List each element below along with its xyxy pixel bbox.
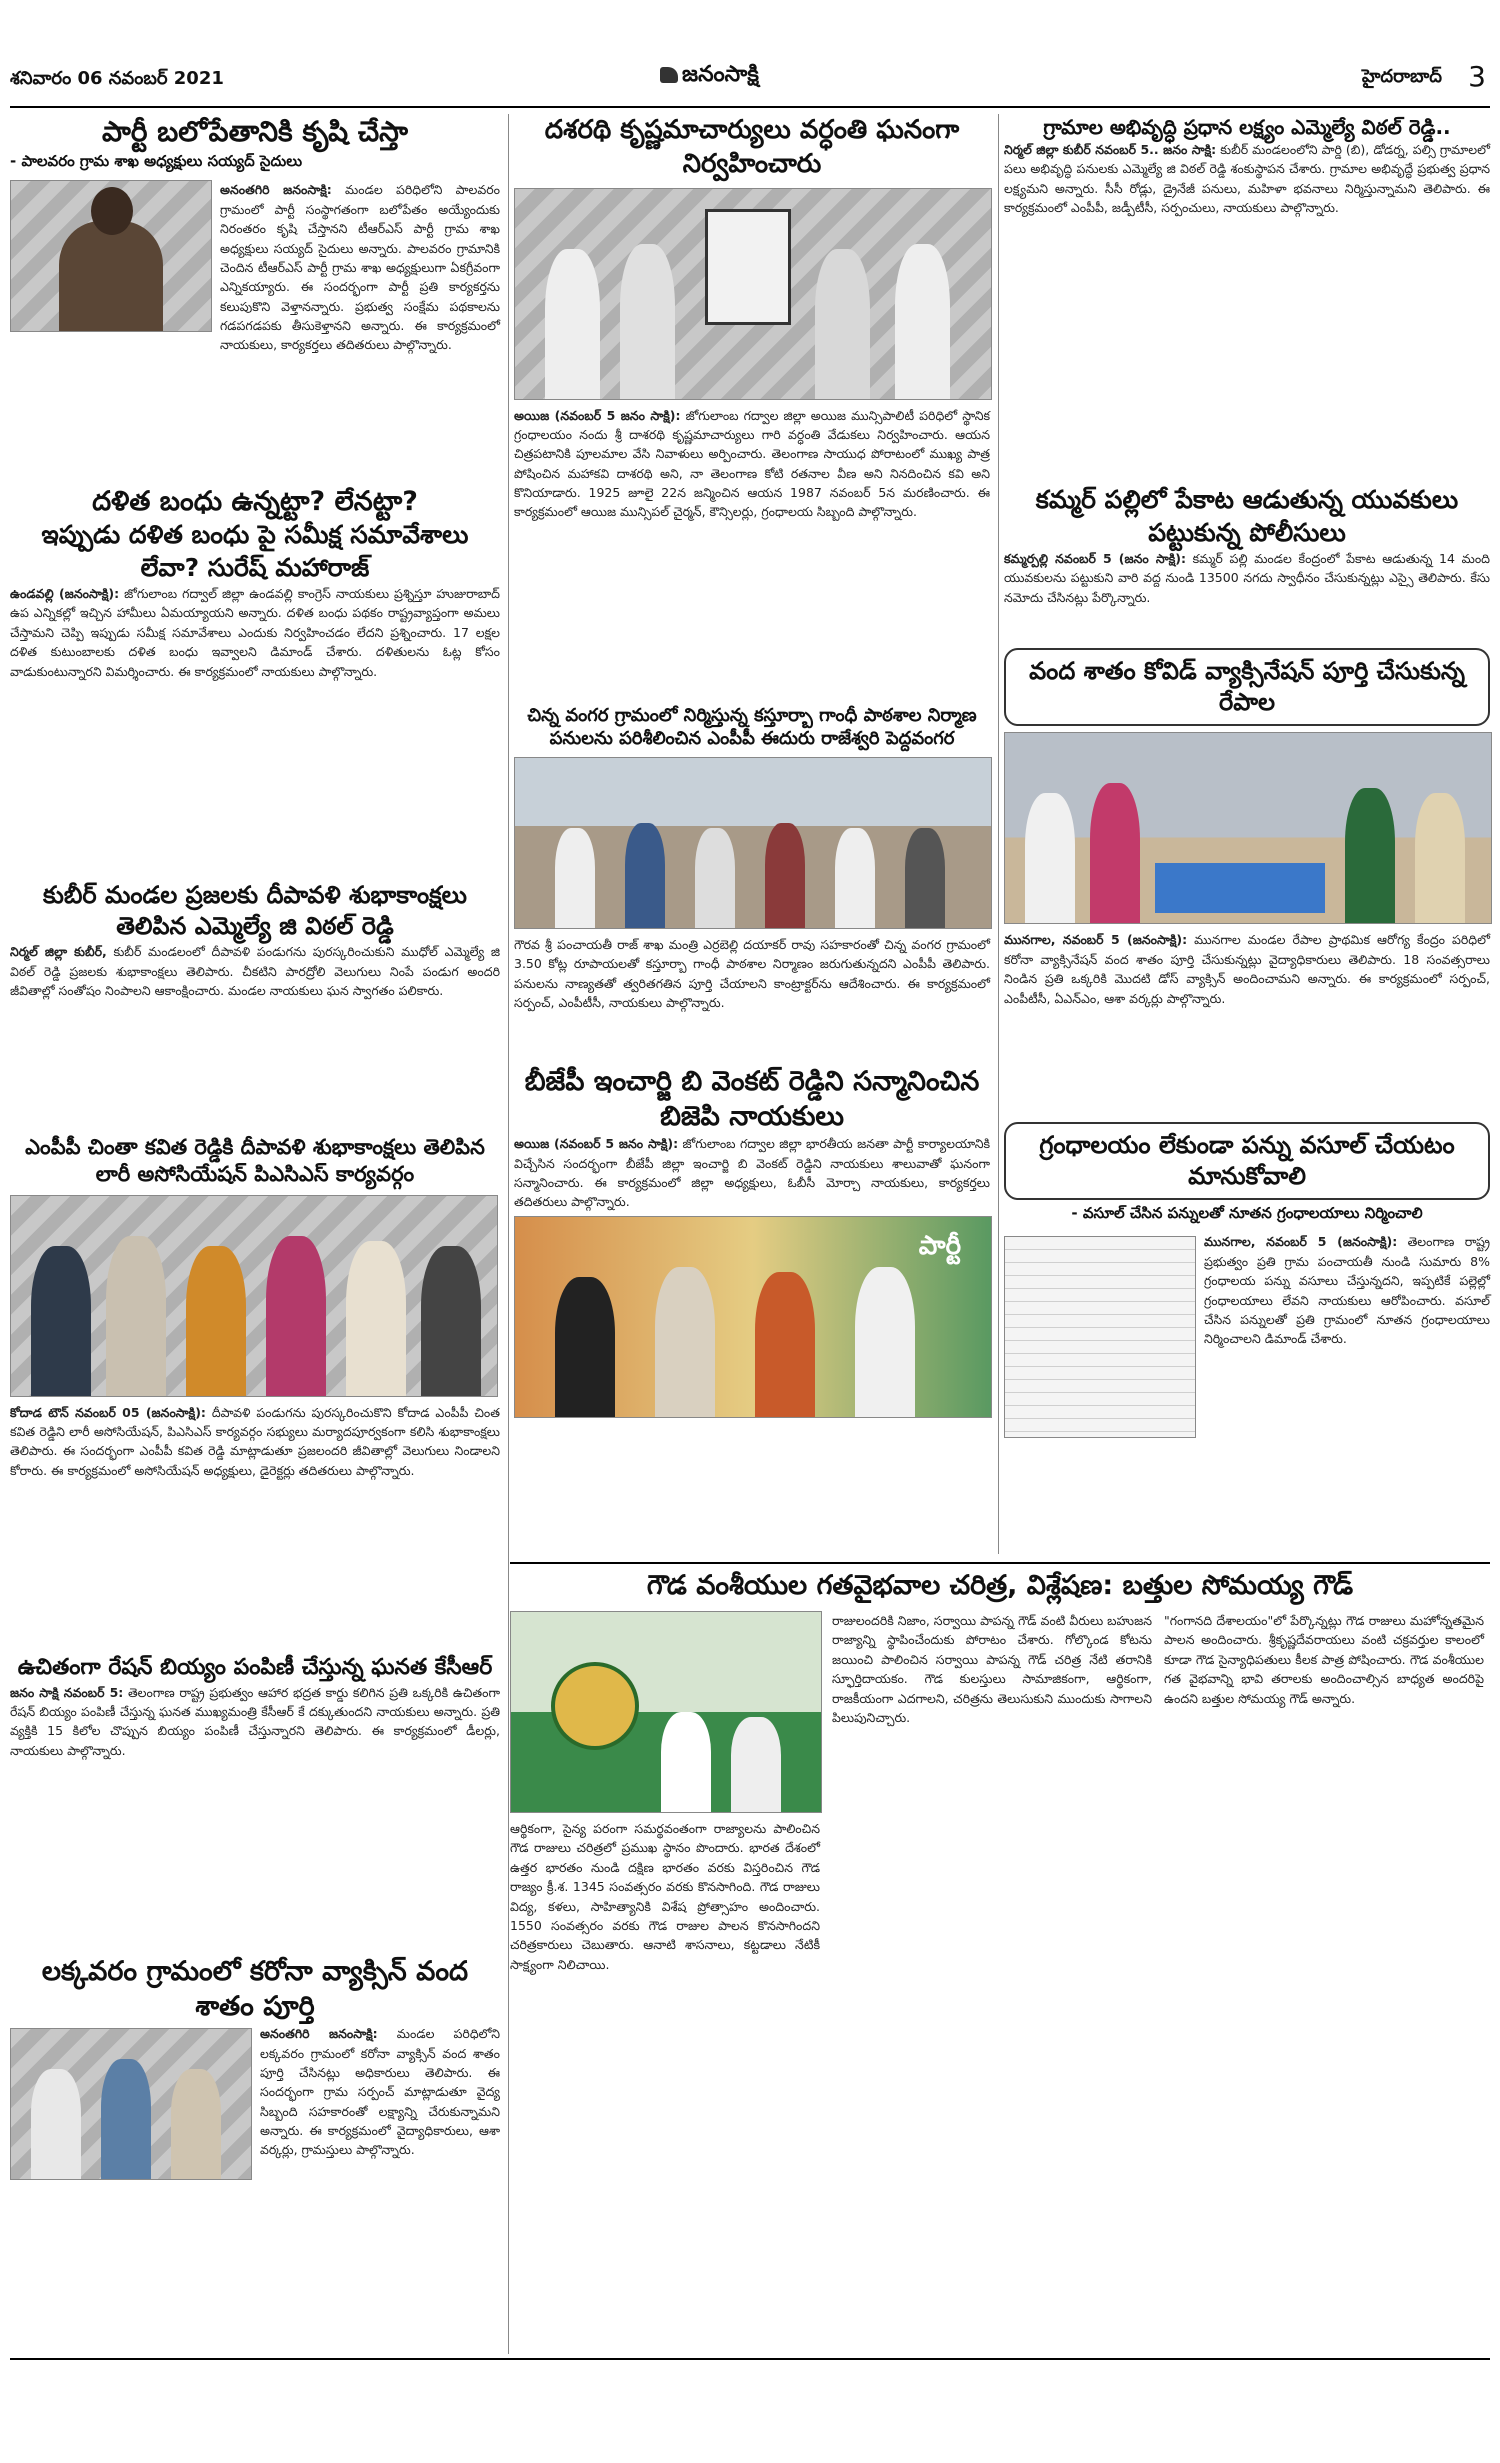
article-mpp-kavitha [10, 1134, 500, 1654]
article-bjp-venkat-reddy [514, 1064, 990, 1544]
portrait-frame [705, 209, 791, 325]
headline: గ్రామాల అభివృద్ధి ప్రధాన లక్ష్యం ఎమ్మెల్యే విఠల్ రెడ్డి.. [1043, 115, 1451, 139]
vaccination-photo [10, 2028, 252, 2180]
banner-text: పార్టీ [918, 1230, 961, 1261]
body-text: కుబీర్ మండలంలో దీపావళి పండుగను పురస్కరించుకుని ముధోల్ ఎమ్మెల్యే జి విఠల్ రెడ్డి ప్రజలకు శుభాకాంక్షలు తెలిపారు. చీకటిని పారద్రోలి వెలుగులు నింపే పండుగ అందరి జీవితాల్లో సంతోషం నింపాలని ఆకాంక్షించారు. మండల నాయకులు ఘన స్వాగతం పలికారు. [10, 944, 501, 999]
column-left [10, 114, 500, 2354]
body-text: కుబీర్ మండలంలోని పార్డి (బి), డోడర్న, పల్సి గ్రామాలలో పలు అభివృద్ధి పనులకు ఎమ్మెల్యే జి విఠల్ రెడ్డి శంకుస్థాపన చేశారు. గ్రామాల అభివృద్ధే ప్రభుత్వ ప్రధాన లక్ష్యమని అన్నారు. సీసీ రోడ్లు, డ్రైనేజీ పనులు, మహిళా భవనాలు నిర్మిస్తున్నామని తెలిపారు. ఈ కార్యక్రమంలో ఎంపీపీ, జడ్పీటీసీ, సర్పంచులు, నాయకులు పాల్గొన్నారు. [1004, 142, 1490, 216]
article-dasharathi [514, 114, 990, 704]
headline: గౌడ వంశీయుల గతవైభవాల చరిత్ర, విశ్లేషణ: బత్తుల సోమయ్య గౌడ్ [646, 1570, 1354, 1601]
article-body [10, 1683, 500, 1761]
masthead [10, 60, 1490, 106]
body-text: తెలంగాణ రాష్ట్ర ప్రభుత్వం ప్రతి గ్రామ పంచాయతీ నుండి సుమారు 8% గ్రంధాలయ పన్ను వసూలు చేస్తున్నదని, ఇప్పటికే పల్లెల్లో గ్రంధాలయాలు లేవని నాయకులు ఆరోపించారు. వసూల్ చేసిన పన్నులతో ప్రతి గ్రామంలో నూతన గ్రంధాలయాలు నిర్మించాలని డిమాండ్ చేశారు. [1204, 1234, 1490, 1347]
dateline: అనంతగిరి జనంసాక్షి: [260, 2026, 378, 2042]
body-text: జోగులాంబ గద్వాల జిల్లా భారతీయ జనతా పార్టీ కార్యాలయానికి విచ్చేసిన సందర్భంగా బీజేపీ జిల్లా ఇంచార్జి బి వెంకట్ రెడ్డిని నాయకులు శాలువాతో ఘనంగా సన్మానించారు. ఈ కార్యక్రమంలో జిల్లా అధ్యక్షులు, ఓబీసీ మోర్చా నాయకులు, కార్యకర్తలు తదితరులు పాల్గొన్నారు. [514, 1136, 990, 1210]
wide-column-3 [1164, 1611, 1484, 1974]
dateline: కమ్మర్పల్లి నవంబర్ 5 (జనం సాక్షి): [1004, 551, 1186, 566]
construction-site-photo [514, 757, 992, 929]
body-text: రాజులందరికి నిజాం, సర్వాయి పాపన్న గౌడ్ వంటి వీరులు బహుజన రాజ్యాన్ని స్థాపించేందుకు పోరాటం చేశారు. గోల్కొండ కోటను జయించి పాలించిన సర్వాయి పాపన్న గౌడ్ చరిత్ర నేటి తరానికి స్ఫూర్తిదాయకం. గౌడ కులస్తులు సామాజికంగా, ఆర్థికంగా, రాజకీయంగా ఎదగాలని, చరిత్రను తెలుసుకుని ముందుకు సాగాలని పిలుపునిచ్చారు. [832, 1613, 1152, 1725]
dateline: అయిజ (నవంబర్ 5 జనం సాక్షి): [514, 1136, 679, 1152]
wide-column-1 [510, 1611, 820, 1974]
article-kasturba-school [514, 704, 990, 1064]
column-right [1004, 114, 1490, 1554]
body-text: జోగులాంబ గద్వాల్ జిల్లా ఉండవల్లి కాంగ్రెస్ నాయకులు ప్రశ్నిస్తూ హుజురాబాద్ ఉప ఎన్నికల్లో ఇచ్చిన హామీలు ఏమయ్యాయని అన్నారు. దళిత బంధు పథకం రాష్ట్రవ్యాప్తంగా అమలు చేస్తామని చెప్పి ఇప్పుడు సమీక్ష సమావేశాలు ఎందుకు నిర్వహించడం లేదని ప్రశ్నించారు. 17 లక్షల దళిత కుటుంబాలకు దళిత బంధు ఇవ్వాలని డిమాండ్ చేశారు. దళితులను ఓట్ల కోసం వాడుకుంటున్నారని విమర్శించారు. ఈ కార్యక్రమంలో నాయకులు పాల్గొన్నారు. [10, 586, 501, 679]
article-body [10, 584, 500, 681]
dateline: ఉండవల్లి (జనంసాక్షి): [10, 586, 120, 602]
article-body [1004, 930, 1490, 1008]
article-lakkavaram-vaccine [10, 1954, 500, 2344]
column-divider [998, 114, 999, 1554]
felicitation-photo [514, 1216, 992, 1418]
newspaper-logo-icon [660, 67, 678, 83]
article-kubeer-diwali [10, 880, 500, 1134]
article-body [1004, 549, 1490, 607]
article-body [10, 1403, 500, 1481]
newspaper-name: జనంసాక్షి [682, 62, 759, 87]
article-library-tax [1004, 1122, 1490, 1552]
article-gouda-history [510, 1562, 1490, 2362]
article-body [514, 935, 990, 1013]
body-text: తెలంగాణ రాష్ట్ర ప్రభుత్వం ఆహార భద్రత కార్డు కలిగిన ప్రతి ఒక్కరికి ఉచితంగా రేషన్ బియ్యం పంపిణీ చేస్తున్న ఘనత ముఖ్యమంత్రి కేసీఆర్ కే దక్కుతుందని నాయకులు అన్నారు. ప్రతి వ్యక్తికి 15 కిలోల చొప్పున బియ్యం పంపిణీ చేస్తున్నారని తెలిపారు. ఈ కార్యక్రమంలో డీలర్లు, నాయకులు పాల్గొన్నారు. [10, 1684, 500, 1758]
dateline: జనం సాక్షి నవంబర్ 5: [10, 1684, 124, 1700]
body-text: మండల పరిధిలోని పాలవరం గ్రామంలో పార్టీ సంస్థాగతంగా బలోపేతం అయ్యేందుకు నిరంతరం కృషి చేస్తానని టీఆర్ఎస్ పార్టీ గ్రామ శాఖ అధ్యక్షులు సయ్యద్ సైదులు అన్నారు. పాలవరం గ్రామానికి చెందిన టీఆర్ఎస్ పార్టీ గ్రామ శాఖ అధ్యక్షులుగా ఏకగ్రీవంగా ఎన్నికయ్యారు. ఈ సందర్భంగా పార్టీ ప్రతి కార్యకర్తను కలుపుకొని వెళ్తానన్నారు. ప్రభుత్వ సంక్షేమ పథకాలను గడపగడపకు తీసుకెళ్తానని అన్నారు. ఈ కార్యక్రమంలో నాయకులు, కార్యకర్తలు తదితరులు పాల్గొన్నారు. [220, 182, 500, 353]
tribute-photo [514, 188, 992, 400]
column-divider [508, 114, 509, 2354]
body-text: జోగులాంబ గద్వాల జిల్లా అయిజ మున్సిపాలిటీ పరిధిలో స్థానిక గ్రంధాలయం నందు శ్రీ దాశరథి కృష్ణమాచార్యులు గారి వర్ధంతి వేడుకలు నిర్వహించారు. ఆయన చిత్రపటానికి పూలమాల వేసి నివాళులు అర్పించారు. తెలంగాణ సాయుధ పోరాటంలో ముఖ్య పాత్ర పోషించిన మహాకవి దాశరథి అని, నా తెలంగాణ కోటి రతనాల వీణ అని నినదించిన కవి అని కొనియాడారు. 1925 జూలై 22న జన్మించిన ఆయన 1987 నవంబర్ 5న మరణించారు. ఈ కార్యక్రమంలో ఆయిజ మున్సిపల్ చైర్మన్, కౌన్సిలర్లు, గ్రంధాలయ సిబ్బంది పాల్గొన్నారు. [514, 407, 990, 520]
column-middle [514, 114, 990, 1554]
article-party-strengthen [10, 114, 500, 484]
dateline: మునగాల, నవంబర్ 5 (జనంసాక్షి): [1004, 932, 1188, 948]
portrait-photo [10, 180, 212, 332]
body-text: మండల పరిధిలోని లక్కవరం గ్రామంలో కరోనా వ్యాక్సిన్ వంద శాతం పూర్తి చేసినట్లు అధికారులు తెలిపారు. ఈ సందర్భంగా గ్రామ సర్పంచ్ మాట్లాడుతూ వైద్య సిబ్బంది సహకారంతో లక్ష్యాన్ని చేరుకున్నామని అన్నారు. ఈ కార్యక్రమంలో వైద్యాధికారులు, ఆశా వర్కర్లు, గ్రామస్తులు పాల్గొన్నారు. [260, 2026, 500, 2158]
headline: పార్టీ బలోపేతానికి కృషి చేస్తా [101, 115, 409, 148]
body-text: "గంగానది దేశాలయం"లో పేర్కొన్నట్లు గౌడ రాజులు మహోన్నతమైన పాలన అందించారు. శ్రీకృష్ణదేవరాయలు వంటి చక్రవర్తుల కాలంలో కూడా గౌడ సైన్యాధిపతులు కీలక పాత్ర పోషించారు. గౌడ వంశీయుల గత వైభవాన్ని భావి తరాలకు అందించాల్సిన బాధ్యత అందరిపై ఉందని బత్తుల సోమయ్య గౌడ్ అన్నారు. [1164, 1613, 1484, 1706]
emblem-banner [551, 1662, 639, 1750]
wide-column-2 [832, 1611, 1152, 1974]
headline: ఎంపీపీ చింతా కవిత రెడ్డికి దీపావళి శుభాకాంక్షలు తెలిపిన లారీ అసోసియేషన్ పిఎసిఎస్ కార్యవర్గం [25, 1135, 485, 1187]
headline: దళిత బంధు ఉన్నట్టా? లేనట్టా? [92, 486, 418, 517]
headline: వంద శాతం కోవిడ్ వ్యాక్సినేషన్ పూర్తి చేసుకున్న రేపాల [1029, 657, 1465, 717]
body-text: కమ్మర్ పల్లి మండల కేంద్రంలో పేకాట ఆడుతున్న 14 మంది యువకులను పట్టుకుని వారి వద్ద నుండి 13500 నగదు స్వాధీనం చేసుకున్నట్లు ఎస్సై తెలిపారు. కేసు నమోదు చేసినట్లు పేర్కొన్నారు. [1004, 551, 1490, 605]
headline: దశరథి కృష్ణమాచార్యులు వర్ధంతి ఘనంగా నిర్వహించారు [544, 115, 960, 179]
dateline: మునగాల, నవంబర్ 5 (జనంసాక్షి): [1204, 1234, 1398, 1250]
masthead-rule [10, 106, 1490, 108]
tax-receipt-photo [1004, 1236, 1196, 1438]
article-village-development [1004, 114, 1490, 484]
article-ration-rice [10, 1654, 500, 1954]
dateline: నిర్మల్ జిల్లా కుబీర్, [10, 944, 107, 960]
article-dalit-bandhu [10, 484, 500, 880]
subheadline: - వసూల్ చేసిన పన్నులతో నూతన గ్రంధాలయాలు నిర్మించాలి [1071, 1204, 1423, 1223]
dateline: అనంతగిరి జనంసాక్షి: [220, 182, 332, 198]
article-body [1004, 140, 1490, 218]
newspaper-logo [660, 62, 759, 92]
headline: గ్రంధాలయం లేకుండా పన్ను వసూల్ చేయటం మానుకోవాలి [1039, 1131, 1455, 1191]
dateline: అయిజ (నవంబర్ 5 జనం సాక్షి): [514, 407, 681, 423]
body-text: ఆర్థికంగా, సైన్య పరంగా సమర్థవంతంగా రాజ్యాలను పాలించిన గౌడ రాజులు చరిత్రలో ప్రముఖ స్థానం పొందారు. భారత దేశంలో ఉత్తర భారతం నుండి దక్షిణ భారతం వరకు విస్తరించిన గౌడ రాజ్యం క్రీ.శ. 1345 సంవత్సరం వరకు కొనసాగింది. గౌడ రాజులు విద్య, కళలు, సాహిత్యానికి విశేష ప్రోత్సాహం అందించారు. 1550 సంవత్సరం వరకు గౌడ రాజుల పాలన కొనసాగిందని చరిత్రకారులు చెబుతారు. ఆనాటి శాసనాలు, కట్టడాలు నేటికీ సాక్ష్యంగా నిలిచాయి. [510, 1821, 820, 1972]
headline: ఉచితంగా రేషన్ బియ్యం పంపిణీ చేస్తున్న ఘనత కేసీఆర్ [17, 1655, 493, 1680]
headline-secondary: ఇప్పుడు దళిత బంధు పై సమీక్ష సమావేశాలు లేవా? సురేష్ మహారాజ్ [41, 520, 469, 582]
page-bottom-rule [10, 2358, 1490, 2360]
issue-date: శనివారం 06 నవంబర్ 2021 [10, 68, 224, 89]
dateline: నిర్మల్ జిల్లా కుబీర్ నవంబర్ 5.. జనం సాక్షి: [1004, 142, 1217, 157]
headline: చిన్న వంగర గ్రామంలో నిర్మిస్తున్న కస్తూర్బా గాంధీ పాఠశాల నిర్మాణ పనులను పరిశీలించిన ఎంపీపీ ఈదురు రాజేశ్వరి పెద్దవంగర [527, 705, 977, 750]
headline: లక్కవరం గ్రామంలో కరోనా వ్యాక్సిన్ వంద శాతం పూర్తి [41, 1956, 469, 2023]
subheadline: - పాలవరం గ్రామ శాఖ అధ్యక్షులు సయ్యద్ సైదులు [10, 152, 303, 171]
dateline: కోదాడ టౌన్ నవంబర్ 05 (జనంసాక్షి): [10, 1404, 206, 1420]
page-number: 3 [1468, 60, 1486, 93]
group-photo [10, 1195, 498, 1397]
body-text: దీపావళి పండుగను పురస్కరించుకొని కోదాడ ఎంపీపీ చింత కవిత రెడ్డిని లారీ అసోసియేషన్, పిఎసిఎస్ కార్యవర్గం సభ్యులు మర్యాదపూర్వకంగా కలిసి శుభాకాంక్షలు తెలిపారు. ఈ సందర్భంగా ఎంపీపీ కవిత రెడ్డి మాట్లాడుతూ ప్రజలందరి జీవితాల్లో వెలుగులు నిండాలని కోరారు. ఈ కార్యక్రమంలో అసోసియేషన్ అధ్యక్షులు, డైరెక్టర్లు తదితరులు పాల్గొన్నారు. [10, 1404, 500, 1478]
article-body [514, 1134, 990, 1212]
cake-table [1155, 863, 1325, 913]
article-kammarpally-police [1004, 484, 1490, 644]
article-body [514, 406, 990, 522]
edition-city: హైదరాబాద్ [1361, 66, 1442, 87]
vaccination-camp-photo [1004, 732, 1492, 924]
event-stage-photo [510, 1611, 822, 1813]
headline-box [1004, 648, 1490, 726]
body-text: మునగాల మండల రేపాల ప్రాథమిక ఆరోగ్య కేంద్రం పరిధిలో కరోనా వ్యాక్సినేషన్ వంద శాతం పూర్తి చేసుకున్నట్లు వైద్యాధికారులు తెలిపారు. 18 సంవత్సరాలు నిండిన ప్రతి ఒక్కరికి మొదటి డోస్ వ్యాక్సిన్ అందించామని అన్నారు. ఈ కార్యక్రమంలో సర్పంచ్, ఎంపీటీసీ, ఏఎన్ఎం, ఆశా వర్కర్లు పాల్గొన్నారు. [1004, 932, 1490, 1006]
headline-box [1004, 1122, 1490, 1200]
article-repala-vaccination [1004, 648, 1490, 1118]
article-body [10, 942, 500, 1000]
headline: కుబీర్ మండల ప్రజలకు దీపావళి శుభాకాంక్షలు తెలిపిన ఎమ్మెల్యే జి విఠల్ రెడ్డి [43, 881, 467, 941]
body-text: గౌరవ శ్రీ పంచాయతీ రాజ్ శాఖ మంత్రి ఎర్రబెల్లి దయాకర్ రావు సహకారంతో చిన్న వంగర గ్రామంలో 3.50 కోట్ల రూపాయలతో కస్తూర్బా గాంధీ పాఠశాల నిర్మాణం జరుగుతున్నదని ఎంపీపీ తెలిపారు. పనులను నాణ్యతతో త్వరితగతిన పూర్తి చేయాలని కాంట్రాక్టర్‌ను ఆదేశించారు. ఈ కార్యక్రమంలో సర్పంచ్, ఎంపీటీసీ, నాయకులు పాల్గొన్నారు. [514, 936, 990, 1010]
headline: బీజేపీ ఇంచార్జి బి వెంకట్ రెడ్డిని సన్మానించిన బిజెపి నాయకులు [524, 1066, 980, 1133]
headline: కమ్మర్ పల్లిలో పేకాట ఆడుతున్న యువకులు పట్టుకున్న పోలీసులు [1035, 485, 1459, 547]
